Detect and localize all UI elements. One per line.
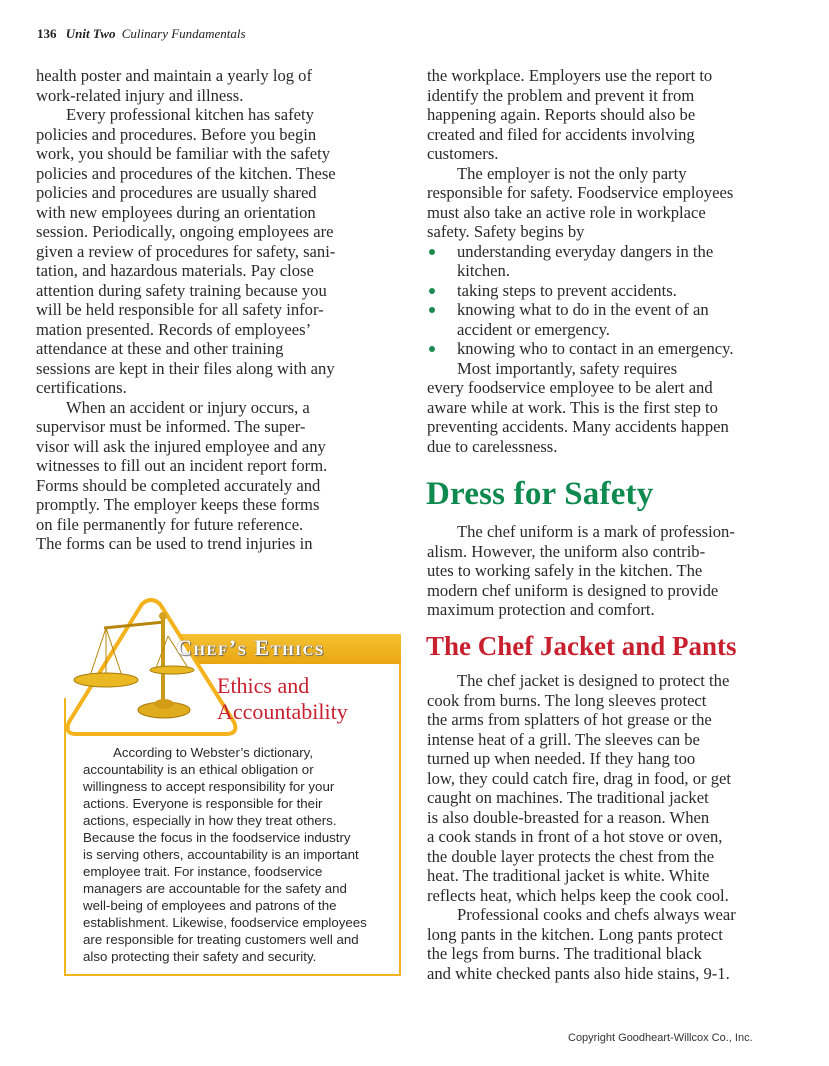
- right-column: [427, 66, 772, 456]
- text-line: intense heat of a grill. The sleeves can be: [427, 729, 700, 749]
- chefs-ethics-box: [64, 598, 401, 976]
- text-line: The employer is not the only party: [457, 163, 687, 183]
- text-line: responsible for safety. Foodservice employees: [427, 183, 734, 202]
- text-line: tation, and hazardous materials. Pay close: [36, 261, 314, 280]
- text-line: every foodservice employee to be alert and: [427, 378, 713, 397]
- jacket-section-body: [427, 671, 787, 983]
- section-heading-chef-jacket: The Chef Jacket and Pants: [426, 631, 737, 661]
- text-line: safety. Safety begins by: [427, 222, 585, 241]
- scales-of-justice-icon: [64, 598, 239, 738]
- bullet-item: taking steps to prevent accidents.: [427, 281, 772, 301]
- bullet-dot-icon: [429, 346, 435, 352]
- text-line: also protecting their safety and security.: [83, 949, 317, 964]
- text-line: mation presented. Records of employees’: [36, 319, 312, 339]
- text-line: policies and procedures of the kitchen. These: [36, 163, 336, 183]
- text-line: Professional cooks and chefs always wear: [457, 905, 736, 924]
- bullet-item: knowing what to do in the event of an accident or emergency.: [427, 300, 772, 339]
- text-line: given a review of procedures for safety, sani-: [36, 241, 336, 261]
- bullet-dot-icon: [429, 249, 435, 255]
- text-line: caught on machines. The traditional jacket: [427, 788, 709, 807]
- text-line: with new employees during an orientation: [36, 202, 316, 222]
- text-line: utes to working safely in the kitchen. The: [427, 561, 703, 580]
- text-line: the workplace. Employers use the report to: [427, 66, 713, 85]
- text-line: policies and procedures are usually shared: [36, 183, 317, 202]
- text-line: preventing accidents. Many accidents happen: [427, 417, 729, 436]
- text-line: modern chef uniform is designed to provide: [427, 580, 719, 600]
- text-line: must also take an active role in workplace: [427, 202, 706, 222]
- text-line: When an accident or injury occurs, a: [66, 397, 310, 417]
- dress-section-body: [427, 522, 772, 620]
- text-line: work, you should be familiar with the safety: [36, 144, 331, 163]
- text-line: reflects heat, which helps keep the cook cool.: [427, 885, 729, 905]
- text-line: is also double-breasted for a reason. When: [427, 807, 710, 827]
- text-line: Most importantly, safety requires: [457, 358, 678, 378]
- text-line: due to carelessness.: [427, 436, 558, 456]
- unit-subject: Culinary Fundamentals: [121, 26, 246, 41]
- running-head: [37, 26, 246, 42]
- ethics-body-text: [83, 744, 388, 965]
- text-line: heat. The traditional jacket is white. White: [427, 866, 710, 885]
- text-line: willingness to accept responsibility for your: [83, 779, 335, 794]
- text-line: alism. However, the uniform also contrib-: [427, 541, 706, 561]
- left-column: [36, 66, 381, 554]
- text-line: work-related injury and illness.: [36, 85, 244, 105]
- text-line: promptly. The employer keeps these forms: [36, 495, 320, 514]
- bullet-dot-icon: [429, 307, 435, 313]
- text-line: a cook stands in front of a hot stove or oven,: [427, 827, 723, 846]
- text-line: will be held responsible for all safety infor-: [36, 300, 324, 319]
- text-line: aware while at work. This is the first step to: [427, 397, 718, 417]
- ethics-subtitle: Ethics and Accountability: [217, 673, 348, 724]
- text-line: health poster and maintain a yearly log of: [36, 66, 313, 85]
- text-line: and white checked pants also hide stains, 9-1.: [427, 963, 730, 983]
- text-line: visor will ask the injured employee and any: [36, 436, 326, 456]
- text-line: identify the problem and prevent it from: [427, 85, 695, 105]
- copyright-footer: Copyright Goodheart-Willcox Co., Inc.: [568, 1032, 753, 1044]
- ethics-banner-title: Chef’s Ethics: [176, 635, 325, 660]
- text-line: on file permanently for future reference.: [36, 514, 304, 534]
- text-line: The forms can be used to trend injuries in: [36, 534, 313, 553]
- text-line: employee trait. For instance, foodservice: [83, 864, 323, 879]
- safety-bullet-list: [427, 242, 772, 359]
- text-line: happening again. Reports should also be: [427, 105, 696, 124]
- text-line: Because the focus in the foodservice industry: [83, 830, 351, 845]
- text-line: The chef jacket is designed to protect the: [457, 671, 730, 690]
- text-line: Forms should be completed accurately and: [36, 475, 321, 495]
- bullet-dot-icon: [429, 288, 435, 294]
- text-line: supervisor must be informed. The super-: [36, 417, 306, 436]
- text-line: Every professional kitchen has safety: [66, 105, 314, 124]
- text-line: the legs from burns. The traditional black: [427, 944, 702, 963]
- text-line: The chef uniform is a mark of profession-: [457, 522, 735, 541]
- text-line: cook from burns. The long sleeves protect: [427, 690, 707, 710]
- text-line: turned up when needed. If they hang too: [427, 749, 696, 768]
- ethics-box-right-border: [399, 664, 401, 974]
- text-line: low, they could catch fire, drag in food, or get: [427, 768, 731, 788]
- page-number: 136: [37, 26, 57, 41]
- unit-label: Unit Two: [65, 26, 116, 41]
- text-line: attention during safety training because you: [36, 280, 327, 300]
- text-line: the arms from splatters of hot grease or the: [427, 710, 712, 729]
- text-line: long pants in the kitchen. Long pants protect: [427, 924, 723, 944]
- text-line: the double layer protects the chest from the: [427, 846, 715, 866]
- text-line: attendance at these and other training: [36, 339, 284, 358]
- text-line: well-being of employees and patrons of the: [83, 898, 337, 913]
- text-line: session. Periodically, ongoing employees are: [36, 222, 334, 241]
- text-line: is serving others, accountability is an important: [83, 847, 359, 862]
- text-line: policies and procedures. Before you begin: [36, 124, 317, 144]
- text-line: establishment. Likewise, foodservice employees: [83, 915, 367, 930]
- text-line: customers.: [427, 144, 499, 163]
- text-line: actions. Everyone is responsible for their: [83, 796, 323, 811]
- text-line: witnesses to fill out an incident report form.: [36, 456, 328, 475]
- text-line: certifications.: [36, 378, 127, 397]
- text-line: According to Webster’s dictionary,: [113, 745, 314, 760]
- section-heading-dress-for-safety: Dress for Safety: [426, 476, 654, 512]
- bullet-item: understanding everyday dangers in the kitchen.: [427, 242, 772, 281]
- text-line: managers are accountable for the safety and: [83, 881, 347, 896]
- bullet-item: knowing who to contact in an emergency.: [427, 339, 772, 359]
- text-line: actions, especially in how they treat others.: [83, 813, 337, 828]
- text-line: are responsible for treating customers well and: [83, 932, 359, 947]
- text-line: sessions are kept in their files along with any: [36, 358, 335, 378]
- text-line: maximum protection and comfort.: [427, 600, 655, 619]
- text-line: accountability is an ethical obligation or: [83, 762, 314, 777]
- text-line: created and filed for accidents involving: [427, 124, 695, 144]
